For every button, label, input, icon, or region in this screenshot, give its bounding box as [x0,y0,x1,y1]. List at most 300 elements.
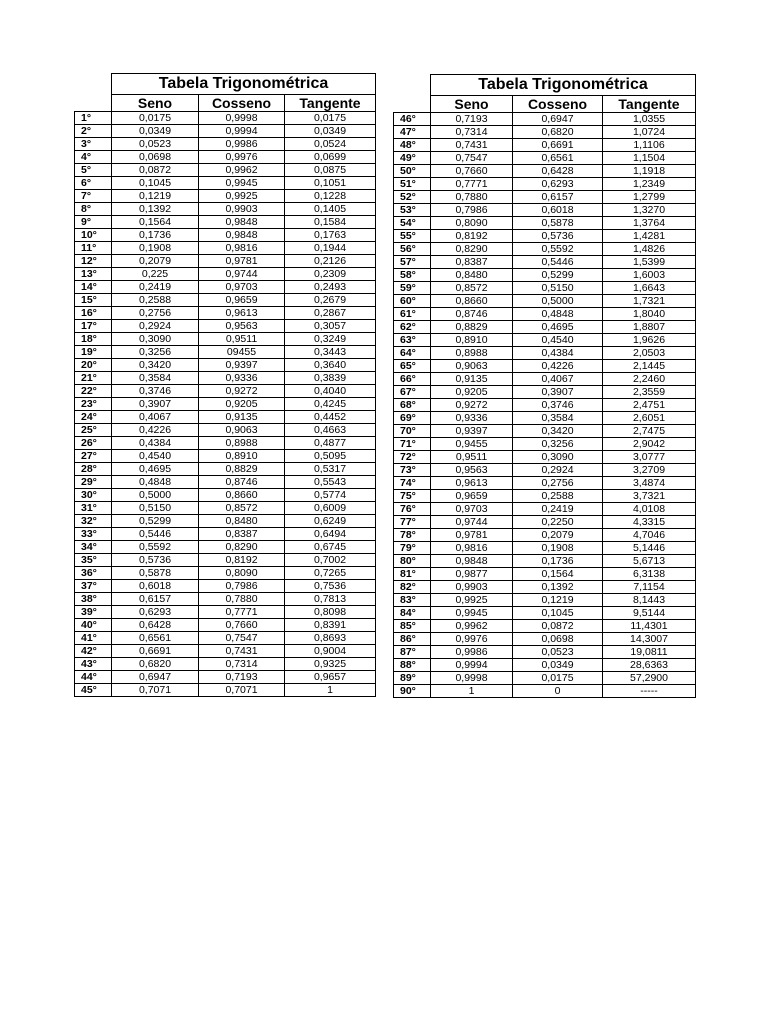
angle-cell: 39° [75,606,112,619]
seno-cell: 0,8910 [431,334,513,347]
cosseno-cell: 0,2756 [513,477,603,490]
table-row [75,437,376,450]
tangente-cell: 1,4281 [603,230,696,243]
seno-cell: 0,5736 [112,554,199,567]
table-row [75,307,376,320]
seno-cell: 0,9998 [431,672,513,685]
cosseno-cell: 0,0872 [513,620,603,633]
tangente-cell: 2,1445 [603,360,696,373]
angle-cell: 71° [394,438,431,451]
seno-cell: 0,6157 [112,593,199,606]
tangente-cell: 2,2460 [603,373,696,386]
angle-cell: 87° [394,646,431,659]
angle-cell: 79° [394,542,431,555]
cosseno-cell: 0,8910 [199,450,285,463]
table-row [394,555,696,568]
seno-cell: 0,9563 [431,464,513,477]
cosseno-cell: 0,8290 [199,541,285,554]
cosseno-cell: 0,5592 [513,243,603,256]
cosseno-cell: 0,7547 [199,632,285,645]
angle-cell: 16° [75,307,112,320]
seno-cell: 0,6820 [112,658,199,671]
tangente-cell: 0,5774 [285,489,376,502]
seno-cell: 0,1045 [112,177,199,190]
cosseno-cell: 0,0698 [513,633,603,646]
table-row [75,606,376,619]
table-row [394,672,696,685]
cosseno-cell: 0,3907 [513,386,603,399]
tangente-cell: 0,9004 [285,645,376,658]
table-row [75,411,376,424]
cosseno-cell: 0,9744 [199,268,285,281]
seno-cell: 0,225 [112,268,199,281]
table-row [394,581,696,594]
table-row [75,632,376,645]
angle-cell: 52° [394,191,431,204]
tangente-cell: 1,2799 [603,191,696,204]
tangente-cell: 1,1504 [603,152,696,165]
tangente-cell: 2,3559 [603,386,696,399]
angle-cell: 31° [75,502,112,515]
angle-cell: 18° [75,333,112,346]
angle-cell: 45° [75,684,112,697]
cosseno-cell: 0,5878 [513,217,603,230]
tangente-cell: ----- [603,685,696,698]
angle-cell: 81° [394,568,431,581]
table-row [394,542,696,555]
angle-cell: 82° [394,581,431,594]
tangente-cell: 0,0349 [285,125,376,138]
seno-cell: 0,0523 [112,138,199,151]
angle-cell: 53° [394,204,431,217]
angle-cell: 30° [75,489,112,502]
seno-cell: 0,9994 [431,659,513,672]
tangente-cell: 0,2679 [285,294,376,307]
angle-cell: 22° [75,385,112,398]
seno-cell: 0,7771 [431,178,513,191]
cosseno-cell: 0,5000 [513,295,603,308]
table-row [394,139,696,152]
angle-cell: 62° [394,321,431,334]
tangente-cell: 0,1405 [285,203,376,216]
angle-cell: 74° [394,477,431,490]
cosseno-cell: 0,9135 [199,411,285,424]
tangente-cell: 0,3249 [285,333,376,346]
seno-cell: 0,8746 [431,308,513,321]
cosseno-cell: 0,9994 [199,125,285,138]
tangente-cell: 1,8807 [603,321,696,334]
seno-cell: 0,9455 [431,438,513,451]
cosseno-cell: 0,4067 [513,373,603,386]
tangente-cell: 1,6003 [603,269,696,282]
seno-cell: 0,3907 [112,398,199,411]
tangente-cell: 0,1228 [285,190,376,203]
angle-cell: 20° [75,359,112,372]
cosseno-cell: 0,9903 [199,203,285,216]
table-row [394,126,696,139]
table-row [75,593,376,606]
angle-cell: 72° [394,451,431,464]
cosseno-cell: 0,7071 [199,684,285,697]
table-row [394,360,696,373]
tangente-cell: 2,0503 [603,347,696,360]
cosseno-cell: 0,9925 [199,190,285,203]
cosseno-cell: 0,7986 [199,580,285,593]
table-row [394,308,696,321]
tangente-cell: 1,9626 [603,334,696,347]
angle-cell: 63° [394,334,431,347]
seno-cell: 0,8572 [431,282,513,295]
cosseno-cell: 0,4848 [513,308,603,321]
cosseno-cell: 0,8829 [199,463,285,476]
table-row [394,256,696,269]
tangente-cell: 5,1446 [603,542,696,555]
angle-cell: 73° [394,464,431,477]
table-row [394,464,696,477]
cosseno-cell: 0,6947 [513,113,603,126]
table-row [75,541,376,554]
cosseno-cell: 0 [513,685,603,698]
seno-cell: 0,9986 [431,646,513,659]
tangente-cell: 0,0524 [285,138,376,151]
cosseno-cell: 0,9659 [199,294,285,307]
seno-cell: 0,9925 [431,594,513,607]
cosseno-cell: 0,3090 [513,451,603,464]
cosseno-cell: 0,9703 [199,281,285,294]
angle-cell: 43° [75,658,112,671]
tangente-cell: 3,4874 [603,477,696,490]
cosseno-cell: 0,9986 [199,138,285,151]
table-row [75,684,376,697]
tangente-cell: 0,7536 [285,580,376,593]
angle-cell: 86° [394,633,431,646]
angle-cell: 42° [75,645,112,658]
angle-cell: 13° [75,268,112,281]
seno-cell: 0,8829 [431,321,513,334]
cosseno-cell: 0,6691 [513,139,603,152]
seno-cell: 0,5000 [112,489,199,502]
seno-cell: 0,3746 [112,385,199,398]
seno-cell: 0,9135 [431,373,513,386]
tangente-cell: 0,1051 [285,177,376,190]
table-row [394,321,696,334]
tangente-cell: 7,1154 [603,581,696,594]
tangente-cell: 11,4301 [603,620,696,633]
table-row [75,359,376,372]
seno-cell: 0,9063 [431,360,513,373]
tangente-cell: 5,6713 [603,555,696,568]
seno-cell: 0,0349 [112,125,199,138]
cosseno-cell: 0,8387 [199,528,285,541]
cosseno-cell: 0,1908 [513,542,603,555]
angle-cell: 90° [394,685,431,698]
seno-cell: 0,3256 [112,346,199,359]
cosseno-cell: 0,9998 [199,112,285,125]
table-row [75,138,376,151]
seno-cell: 0,7547 [431,152,513,165]
seno-cell: 0,9659 [431,490,513,503]
tangente-cell: 0,1584 [285,216,376,229]
seno-cell: 0,9945 [431,607,513,620]
cosseno-cell: 0,1564 [513,568,603,581]
angle-cell: 32° [75,515,112,528]
table-row [394,594,696,607]
tangente-cell: 28,6363 [603,659,696,672]
cosseno-cell: 0,4540 [513,334,603,347]
tangente-cell: 1,7321 [603,295,696,308]
seno-cell: 0,4067 [112,411,199,424]
cosseno-cell: 0,9848 [199,229,285,242]
header-seno: Seno [112,95,199,112]
angle-cell: 88° [394,659,431,672]
tangente-cell: 0,3443 [285,346,376,359]
cosseno-cell: 0,4226 [513,360,603,373]
cosseno-cell: 0,5446 [513,256,603,269]
seno-cell: 0,2419 [112,281,199,294]
cosseno-cell: 0,7660 [199,619,285,632]
seno-cell: 0,6691 [112,645,199,658]
seno-cell: 0,8290 [431,243,513,256]
seno-cell: 0,5150 [112,502,199,515]
seno-cell: 0,9511 [431,451,513,464]
table-row [75,671,376,684]
table-row [75,242,376,255]
seno-cell: 0,6018 [112,580,199,593]
cosseno-cell: 0,3584 [513,412,603,425]
cosseno-cell: 0,9848 [199,216,285,229]
cosseno-cell: 0,2419 [513,503,603,516]
angle-cell: 51° [394,178,431,191]
tangente-cell: 57,2900 [603,672,696,685]
seno-cell: 0,9848 [431,555,513,568]
angle-cell: 84° [394,607,431,620]
table-row [75,190,376,203]
seno-cell: 0,4695 [112,463,199,476]
table-row [75,203,376,216]
angle-cell: 56° [394,243,431,256]
table-title: Tabela Trigonométrica [112,74,376,95]
angle-cell: 68° [394,399,431,412]
angle-cell: 7° [75,190,112,203]
angle-cell: 24° [75,411,112,424]
tangente-cell: 1,0724 [603,126,696,139]
seno-cell: 0,9976 [431,633,513,646]
cosseno-cell: 0,7314 [199,658,285,671]
angle-cell: 60° [394,295,431,308]
table-row [75,619,376,632]
cosseno-cell: 0,2588 [513,490,603,503]
header-cosseno: Cosseno [513,96,603,113]
tangente-cell: 0,5543 [285,476,376,489]
seno-cell: 0,0698 [112,151,199,164]
angle-cell: 34° [75,541,112,554]
cosseno-cell: 0,9945 [199,177,285,190]
tangente-cell: 0,2309 [285,268,376,281]
angle-cell: 59° [394,282,431,295]
seno-cell: 0,7880 [431,191,513,204]
tangente-cell: 0,9325 [285,658,376,671]
tangente-cell: 0,9657 [285,671,376,684]
angle-cell: 40° [75,619,112,632]
table-row [75,112,376,125]
table-body [75,112,376,697]
table-row [394,568,696,581]
tangente-cell: 0,6745 [285,541,376,554]
table-row [75,177,376,190]
table-row [75,489,376,502]
angle-cell: 33° [75,528,112,541]
seno-cell: 0,9272 [431,399,513,412]
angle-cell: 15° [75,294,112,307]
seno-cell: 0,6561 [112,632,199,645]
seno-cell: 0,5592 [112,541,199,554]
table-row [394,607,696,620]
angle-cell: 35° [75,554,112,567]
tangente-cell: 1,6643 [603,282,696,295]
cosseno-cell: 0,1045 [513,607,603,620]
tangente-cell: 2,7475 [603,425,696,438]
table-row [75,346,376,359]
angle-cell: 41° [75,632,112,645]
tangente-cell: 1,4826 [603,243,696,256]
seno-cell: 0,5446 [112,528,199,541]
tangente-cell: 0,3640 [285,359,376,372]
table-row [75,450,376,463]
tangente-cell: 0,3057 [285,320,376,333]
cosseno-cell: 0,1219 [513,594,603,607]
cosseno-cell: 0,0175 [513,672,603,685]
table-row [75,424,376,437]
cosseno-cell: 0,7880 [199,593,285,606]
tangente-cell: 1 [285,684,376,697]
tangente-cell: 0,2126 [285,255,376,268]
angle-cell: 55° [394,230,431,243]
angle-cell: 9° [75,216,112,229]
table-row [75,515,376,528]
tangente-cell: 0,0699 [285,151,376,164]
angle-cell: 4° [75,151,112,164]
seno-cell: 0,1564 [112,216,199,229]
table-row [75,476,376,489]
seno-cell: 0,3090 [112,333,199,346]
tangente-cell: 4,0108 [603,503,696,516]
angle-cell: 78° [394,529,431,542]
tangente-cell: 0,6494 [285,528,376,541]
tangente-cell: 0,7813 [285,593,376,606]
table-row [394,412,696,425]
table-row [394,438,696,451]
cosseno-cell: 0,5736 [513,230,603,243]
seno-cell: 0,5299 [112,515,199,528]
seno-cell: 0,8660 [431,295,513,308]
tangente-cell: 0,5095 [285,450,376,463]
tangente-cell: 4,3315 [603,516,696,529]
cosseno-cell: 0,1736 [513,555,603,568]
tangente-cell: 0,7002 [285,554,376,567]
seno-cell: 0,9877 [431,568,513,581]
seno-cell: 0,4540 [112,450,199,463]
tangente-cell: 0,2867 [285,307,376,320]
tangente-cell: 3,7321 [603,490,696,503]
cosseno-cell: 0,7771 [199,606,285,619]
cosseno-cell: 0,9976 [199,151,285,164]
table-row [394,178,696,191]
tangente-cell: 0,4663 [285,424,376,437]
seno-cell: 0,9703 [431,503,513,516]
angle-cell: 50° [394,165,431,178]
tangente-cell: 0,6009 [285,502,376,515]
seno-cell: 0,8090 [431,217,513,230]
angle-cell: 37° [75,580,112,593]
tangente-cell: 19,0811 [603,646,696,659]
seno-cell: 0,7986 [431,204,513,217]
cosseno-cell: 0,6293 [513,178,603,191]
table-row [75,333,376,346]
table-row [394,373,696,386]
seno-cell: 0,2924 [112,320,199,333]
angle-cell: 26° [75,437,112,450]
cosseno-cell: 0,4384 [513,347,603,360]
trig-table-left [74,73,376,697]
trig-table-right [393,74,696,698]
seno-cell: 0,1392 [112,203,199,216]
tangente-cell: 0,4040 [285,385,376,398]
table-row [394,347,696,360]
table-row [394,191,696,204]
seno-cell: 0,4848 [112,476,199,489]
cosseno-cell: 0,1392 [513,581,603,594]
angle-cell: 89° [394,672,431,685]
seno-cell: 1 [431,685,513,698]
cosseno-cell: 0,8480 [199,515,285,528]
seno-cell: 0,7660 [431,165,513,178]
cosseno-cell: 0,8988 [199,437,285,450]
angle-cell: 69° [394,412,431,425]
table-row [75,528,376,541]
table-row [394,165,696,178]
table-row [75,385,376,398]
cosseno-cell: 0,9563 [199,320,285,333]
table-row [394,334,696,347]
tangente-cell: 1,1106 [603,139,696,152]
table-row [75,463,376,476]
table-row [394,529,696,542]
cosseno-cell: 09455 [199,346,285,359]
table-row [75,281,376,294]
cosseno-cell: 0,8660 [199,489,285,502]
seno-cell: 0,4226 [112,424,199,437]
table-row [394,243,696,256]
table-row [75,580,376,593]
seno-cell: 0,7193 [431,113,513,126]
table-row [75,164,376,177]
angle-cell: 75° [394,490,431,503]
header-cosseno: Cosseno [199,95,285,112]
tangente-cell: 1,2349 [603,178,696,191]
table-row [75,372,376,385]
angle-cell: 38° [75,593,112,606]
header-tangente: Tangente [603,96,696,113]
cosseno-cell: 0,9816 [199,242,285,255]
corner-cell [75,74,112,112]
angle-cell: 70° [394,425,431,438]
table-row [394,282,696,295]
tangente-cell: 0,6249 [285,515,376,528]
cosseno-cell: 0,8572 [199,502,285,515]
cosseno-cell: 0,0523 [513,646,603,659]
tangente-cell: 2,6051 [603,412,696,425]
cosseno-cell: 0,6428 [513,165,603,178]
